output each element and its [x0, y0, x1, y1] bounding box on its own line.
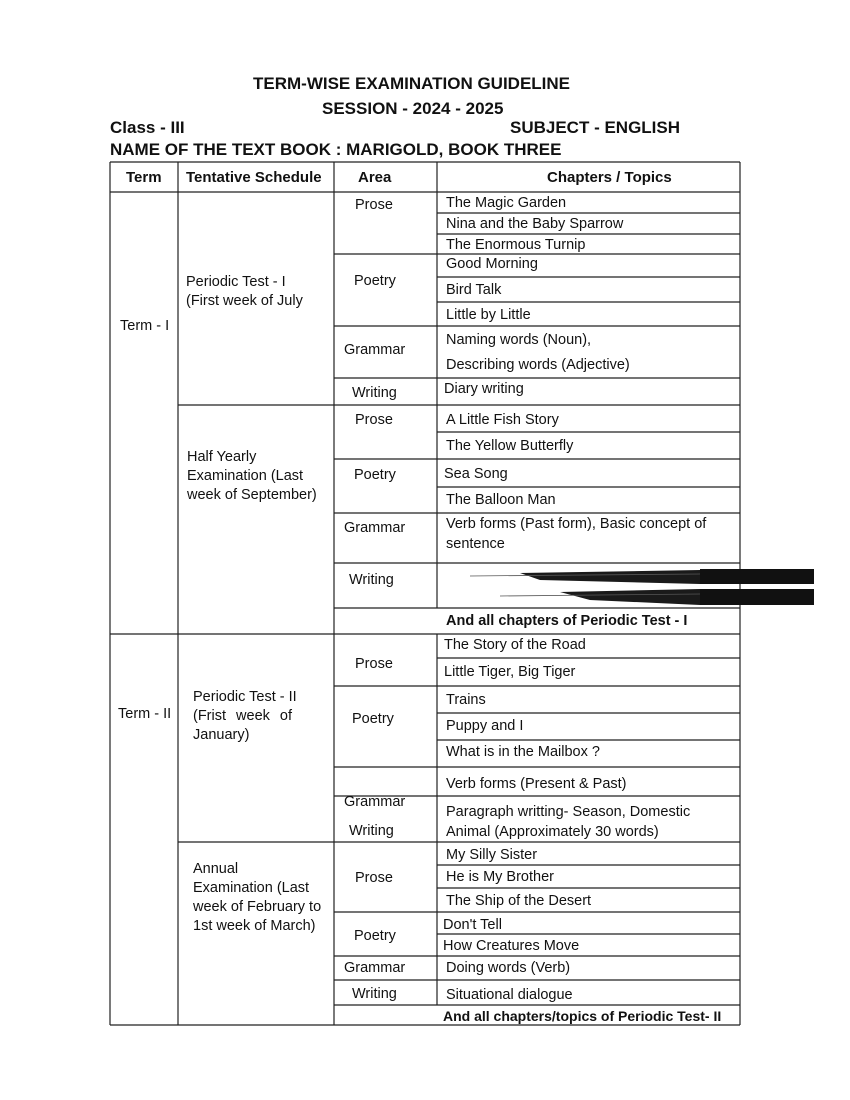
area-label: Prose: [355, 197, 393, 213]
schedule-line: January): [193, 727, 250, 743]
topic-item-summary: And all chapters of Periodic Test - I: [446, 613, 688, 629]
area-label: Grammar: [344, 960, 406, 976]
session-label: SESSION - 2024 - 2025: [322, 99, 504, 118]
schedule-line: week of February to: [193, 899, 322, 915]
topic-item: Situational dialogue: [446, 987, 573, 1003]
topic-item: Little Tiger, Big Tiger: [444, 664, 576, 680]
topic-item: Paragraph writting- Season, Domestic: [446, 804, 691, 820]
area-label: Writing: [352, 986, 397, 1002]
schedule-line: Half Yearly: [187, 449, 257, 465]
topic-item-summary: And all chapters/topics of Periodic Test- II: [443, 1008, 722, 1024]
topic-item: Little by Little: [446, 307, 531, 323]
term-label: Term - I: [120, 318, 170, 334]
textbook-label: NAME OF THE TEXT BOOK : MARIGOLD, BOOK THREE: [110, 140, 562, 159]
topic-item: A Little Fish Story: [446, 412, 559, 428]
area-label: Prose: [355, 656, 393, 672]
area-label: Grammar: [344, 342, 406, 358]
schedule-line: week of September): [187, 487, 317, 503]
topic-item: My Silly Sister: [446, 847, 538, 863]
topic-item: Trains: [446, 692, 486, 708]
schedule-line: Examination (Last: [193, 880, 310, 896]
area-label: Prose: [355, 870, 393, 886]
topic-item: Sea Song: [444, 466, 508, 482]
area-label: Poetry: [354, 273, 396, 289]
area-label: Writing: [349, 572, 394, 588]
topic-item: Naming words (Noun),: [446, 332, 592, 348]
schedule-line: Examination (Last: [187, 468, 304, 484]
topic-item: What is in the Mailbox ?: [446, 744, 600, 760]
topic-item: How Creatures Move: [443, 938, 580, 954]
column-header-term: Term: [126, 169, 162, 186]
area-label: Grammar: [344, 794, 406, 810]
topic-item: Don't Tell: [443, 917, 502, 933]
schedule-line: Annual: [193, 861, 239, 877]
topic-item: Describing words (Adjective): [446, 357, 630, 373]
area-label: Grammar: [344, 520, 406, 536]
area-label: Writing: [352, 385, 397, 401]
topic-item: Verb forms (Past form), Basic concept of: [446, 516, 707, 532]
topic-item: Bird Talk: [446, 282, 502, 298]
topic-item: Doing words (Verb): [446, 960, 571, 976]
schedule-line: Periodic Test - I: [186, 274, 286, 290]
topic-item: He is My Brother: [446, 869, 554, 885]
topic-item: The Story of the Road: [444, 637, 586, 653]
area-label: Poetry: [352, 711, 394, 727]
topic-item: Diary writing: [444, 381, 524, 397]
term-label: Term - II: [118, 706, 172, 722]
subject-label: SUBJECT - ENGLISH: [510, 118, 681, 137]
schedule-line: (First week of July: [186, 293, 303, 309]
topic-item: The Magic Garden: [446, 195, 567, 211]
column-header-topics: Chapters / Topics: [547, 169, 672, 186]
schedule-line: Periodic Test - II: [193, 689, 297, 705]
schedule-line: 1st week of March): [193, 918, 316, 934]
topic-item: The Ship of the Desert: [446, 893, 592, 909]
column-header-schedule: Tentative Schedule: [186, 169, 322, 186]
topic-item: sentence: [446, 536, 505, 552]
topic-item: Animal (Approximately 30 words): [446, 824, 659, 840]
area-label: Prose: [355, 412, 393, 428]
area-label: Poetry: [354, 467, 396, 483]
topic-item: The Enormous Turnip: [446, 237, 586, 253]
area-label: Writing: [349, 823, 394, 839]
area-label: Poetry: [354, 928, 396, 944]
topic-item: Verb forms (Present & Past): [446, 776, 627, 792]
topic-item: The Balloon Man: [446, 492, 556, 508]
topic-item: Nina and the Baby Sparrow: [446, 216, 624, 232]
class-label: Class - III: [110, 118, 185, 137]
topic-item: The Yellow Butterfly: [446, 438, 574, 454]
page-title: TERM-WISE EXAMINATION GUIDELINE: [253, 74, 571, 93]
column-header-area: Area: [358, 169, 392, 186]
schedule-line: (Frist week of: [193, 708, 293, 724]
topic-item: Good Morning: [446, 256, 538, 272]
redaction-mark: [470, 569, 814, 605]
topic-item: Puppy and I: [446, 718, 524, 734]
